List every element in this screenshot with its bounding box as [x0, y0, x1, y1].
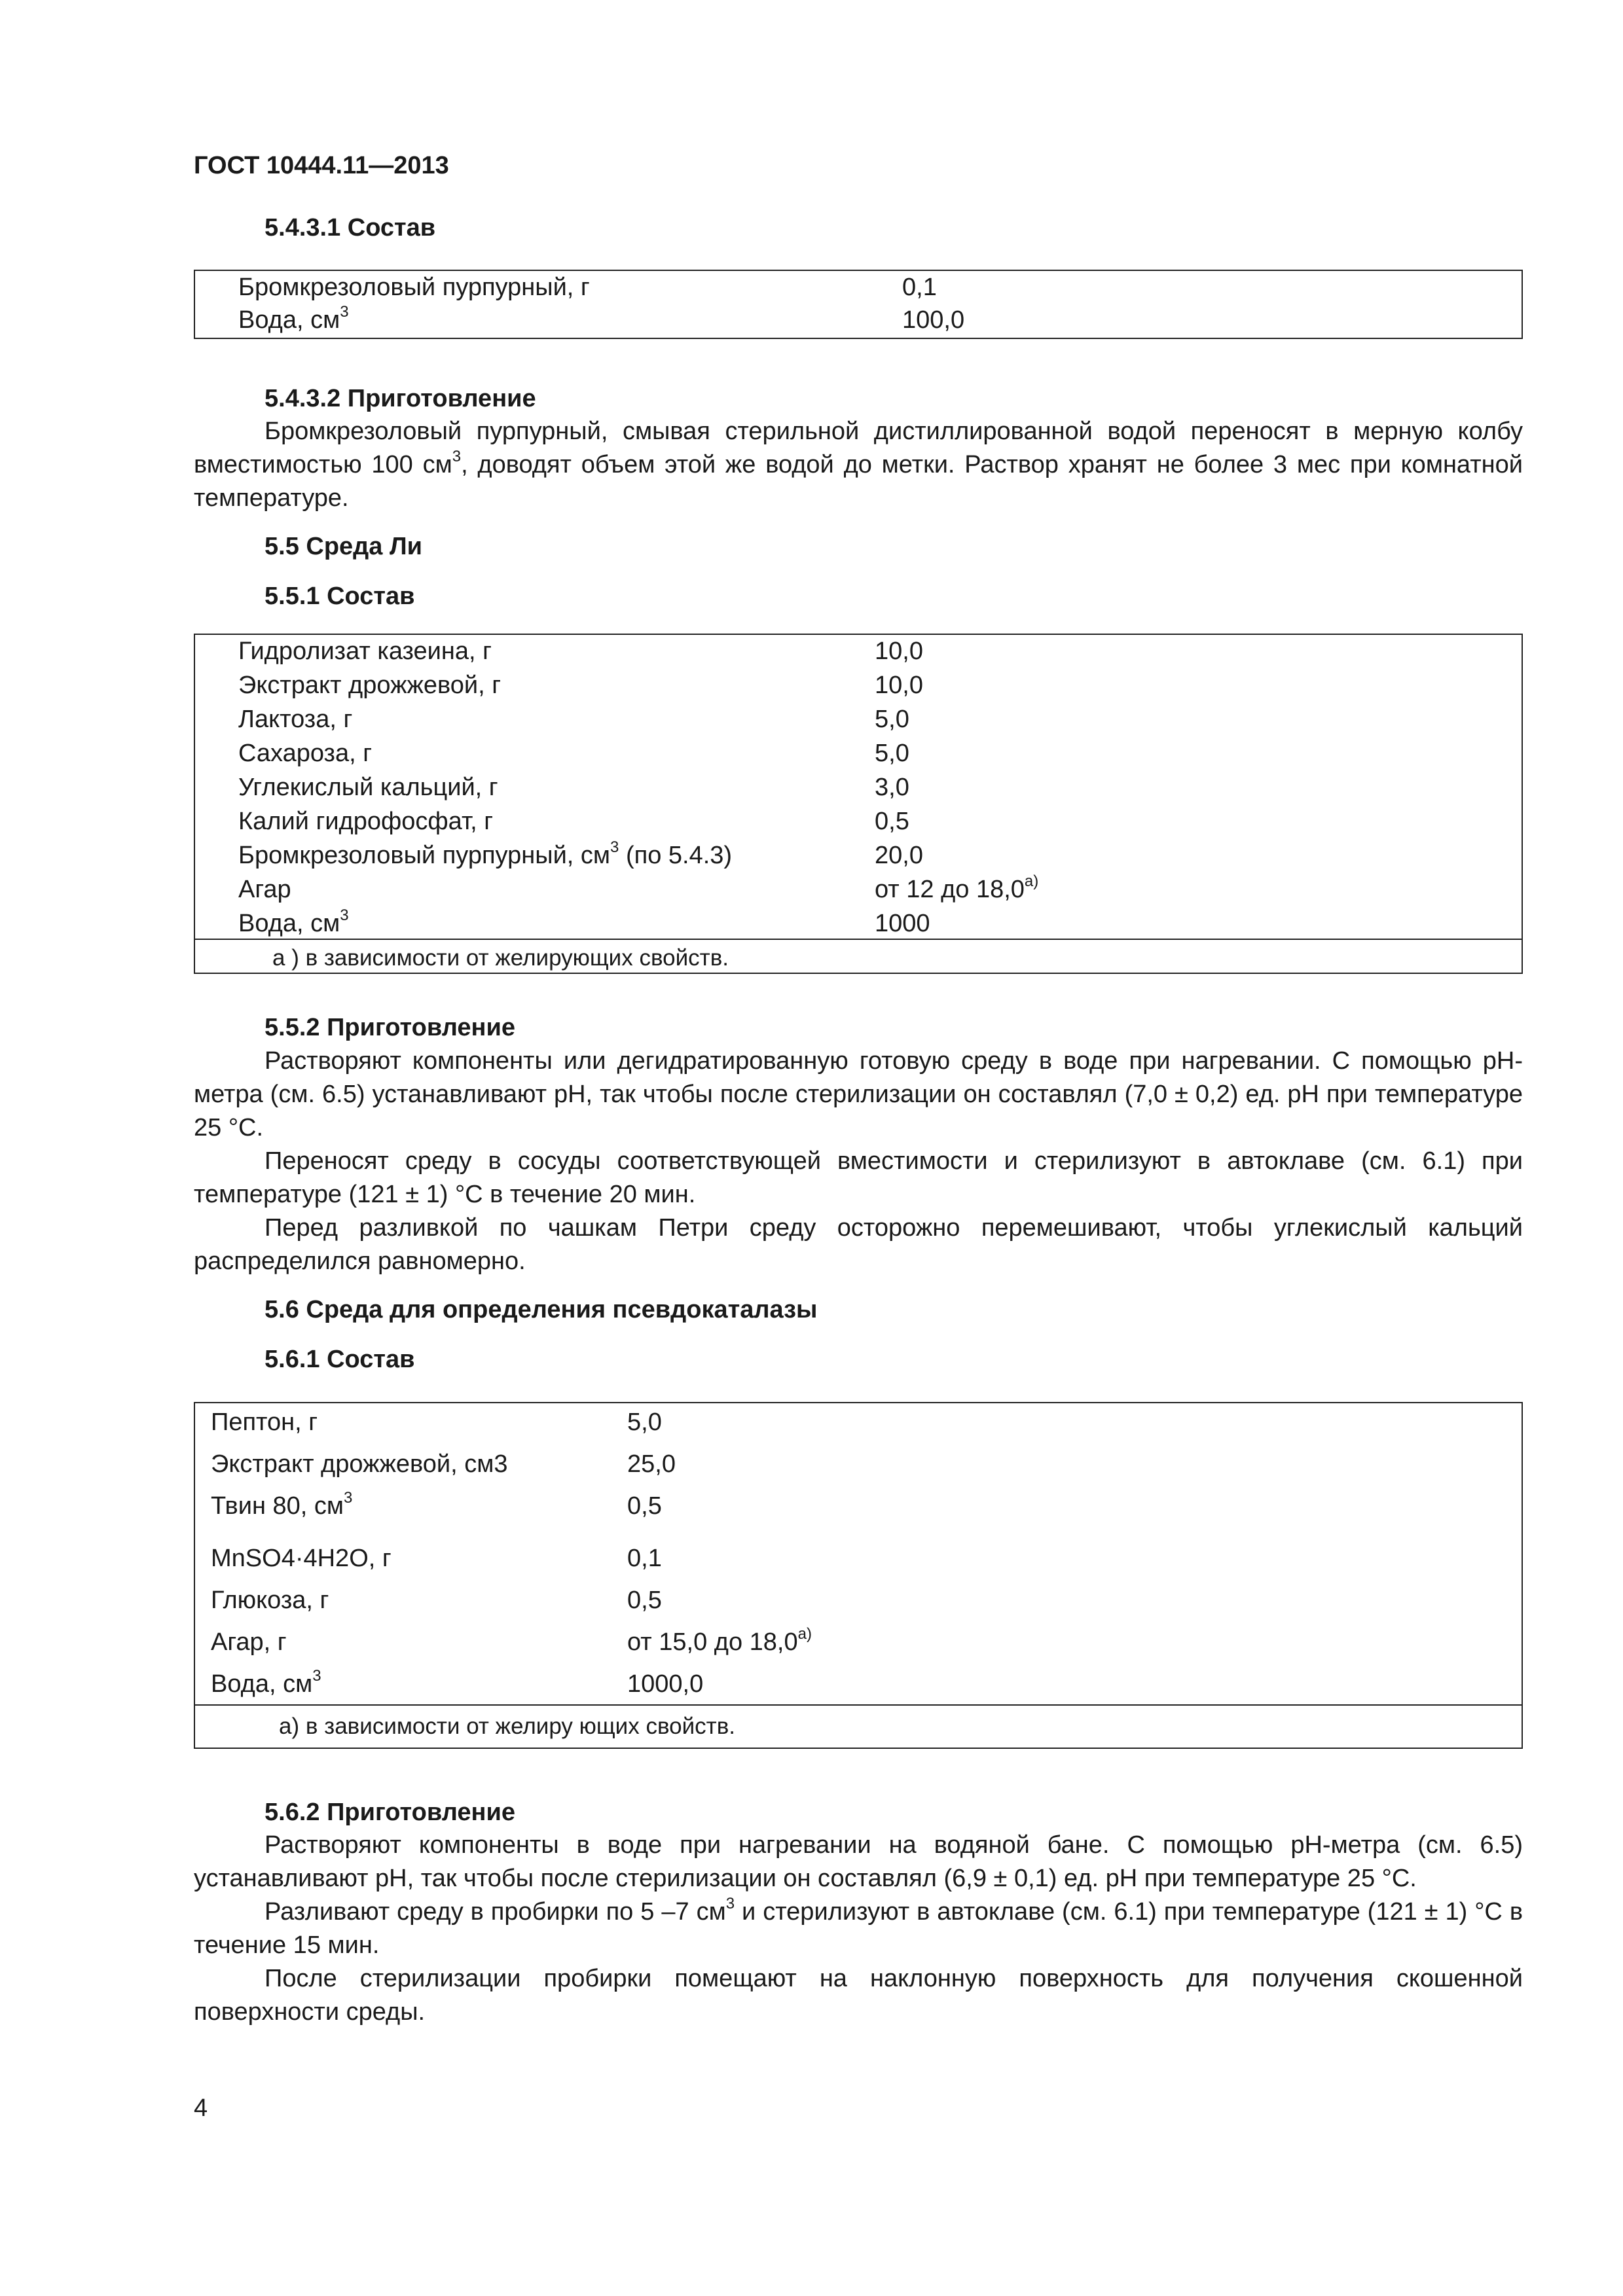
- ingredient-name: Агар: [238, 876, 291, 903]
- table-row: [195, 805, 1522, 839]
- ingredient-name: Глюкоза, г: [211, 1587, 329, 1614]
- ingredient-name: Экстракт дрожжевой, см3: [211, 1450, 508, 1478]
- table-row: [195, 771, 1522, 805]
- section-5-6-2-title: 5.6.2 Приготовление: [264, 1799, 515, 1826]
- table-row: [195, 737, 1522, 771]
- ingredient-amount: 5,0: [875, 706, 909, 733]
- table-row: [195, 1542, 1522, 1584]
- section-5-5-title: 5.5 Среда Ли: [264, 533, 423, 560]
- ingredient-amount: 5,0: [627, 1408, 662, 1436]
- ingredient-name: Сахароза, г: [238, 740, 373, 767]
- table-row: [195, 1668, 1522, 1704]
- composition-table-5-4-3-1: [194, 270, 1523, 339]
- section-5-6-2-text: [194, 1829, 1523, 2029]
- paragraph: Переносят среду в сосуды соответствующей вместимости и стерилизуют в автоклаве (см. 6.1) при температуре (121 ± 1) °С в течение 20 мин.: [194, 1147, 1523, 1208]
- ingredient-amount: 0,1: [902, 274, 937, 301]
- ingredient-amount: 0,5: [627, 1492, 662, 1520]
- ingredient-amount: 0,5: [627, 1587, 662, 1614]
- paragraph: Растворяют компоненты в воде при нагревании на водяной бане. С помощью pH-метра (см. 6.5) устанавливают pH, так чтобы после стерилизации он составлял (6,9 ± 0,1) ед. pH при температуре 25 °С.: [194, 1831, 1523, 1892]
- table-row: [195, 907, 1522, 939]
- ingredient-name: Вода, $см^3$: [238, 906, 349, 937]
- section-5-5-2-text: [194, 1045, 1523, 1278]
- table-row: [195, 1406, 1522, 1448]
- table-row: [195, 635, 1522, 669]
- table-row: [195, 1490, 1522, 1542]
- table-row: [195, 304, 1522, 338]
- ingredient-amount: 10,0: [875, 672, 923, 699]
- section-5-5-1-title: 5.5.1 Состав: [264, 583, 415, 610]
- ingredient-name: Калий гидрофосфат, г: [238, 808, 494, 835]
- ingredient-name: Экстракт дрожжевой, г: [238, 672, 501, 699]
- table-row: [195, 271, 1522, 304]
- section-5-4-3-1-title: 5.4.3.1 Состав: [264, 214, 436, 242]
- ingredient-amount: 10,0: [875, 637, 923, 665]
- paragraph: После стерилизации пробирки помещают на наклонную поверхность для получения скошенной поверхности среды.: [194, 1965, 1523, 2026]
- ingredient-name: Агар, г: [211, 1628, 287, 1656]
- table-footnote: а ) в зависимости от желирующих свойств.: [195, 939, 1522, 973]
- table-row: [195, 1584, 1522, 1626]
- ingredient-name: Вода, $см^3$: [211, 1667, 321, 1698]
- ingredient-name: Бромкрезоловый пурпурный, г: [238, 274, 590, 301]
- ingredient-name: Углекислый кальций, г: [238, 774, 498, 801]
- paragraph: Бромкрезоловый пурпурный, смывая стерильной дистиллированной водой переносят в мерную колбу вместимостью 100 $см^3$, доводят объем этой же водой до метки. Раствор хранят не более 3 мес при комнатной температуре.: [194, 418, 1523, 512]
- ingredient-amount: 0,5: [875, 808, 909, 835]
- ingredient-amount: 1000,0: [627, 1670, 704, 1698]
- ingredient-name: Лактоза, г: [238, 706, 353, 733]
- document-code: ГОСТ 10444.11—2013: [194, 152, 449, 179]
- ingredient-amount: 25,0: [627, 1450, 676, 1478]
- ingredient-amount: от 15,0 до $18,0^{а)}$: [627, 1625, 812, 1656]
- section-5-6-1-title: 5.6.1 Состав: [264, 1346, 415, 1373]
- composition-table-5-5-1: [194, 634, 1523, 974]
- page-number: 4: [194, 2094, 208, 2122]
- table-row: [195, 1626, 1522, 1668]
- ingredient-amount: 100,0: [902, 306, 965, 334]
- table-footnote: а) в зависимости от желиру ющих свойств.: [195, 1704, 1522, 1748]
- section-5-5-2-title: 5.5.2 Приготовление: [264, 1014, 515, 1041]
- ingredient-amount: от 12 до $18,0^{а)}$: [875, 872, 1039, 903]
- table-row: [195, 839, 1522, 873]
- section-5-6-title: 5.6 Среда для определения псевдокаталазы: [264, 1296, 818, 1323]
- section-5-4-3-2-title: 5.4.3.2 Приготовление: [264, 385, 536, 412]
- section-5-4-3-2-text: [194, 415, 1523, 515]
- ingredient-name: Пептон, г: [211, 1408, 318, 1436]
- ingredient-amount: 5,0: [875, 740, 909, 767]
- ingredient-amount: 1000: [875, 910, 930, 937]
- table-row: [195, 669, 1522, 703]
- paragraph: Разливают среду в пробирки по 5 –7 $см^3$ и стерилизуют в автоклаве (см. 6.1) при температуре (121 ± 1) °С в течение 15 мин.: [194, 1895, 1523, 1959]
- ingredient-amount: 3,0: [875, 774, 909, 801]
- ingredient-name: MnSO4·4H2O, г: [211, 1545, 392, 1572]
- table-row: [195, 873, 1522, 907]
- paragraph: Перед разливкой по чашкам Петри среду осторожно перемешивают, чтобы углекислый кальций распределился равномерно.: [194, 1214, 1523, 1275]
- paragraph: Растворяют компоненты или дегидратированную готовую среду в воде при нагревании. С помощью pH-метра (см. 6.5) устанавливают pH, так чтобы после стерилизации он составлял (7,0 ± 0,2) ед. pH при температуре 25 °С.: [194, 1047, 1523, 1141]
- ingredient-name: Гидролизат казеина, г: [238, 637, 492, 665]
- table-row: [195, 703, 1522, 737]
- table-row: [195, 1448, 1522, 1490]
- ingredient-name: Твин 80, $см^3$: [211, 1489, 353, 1520]
- composition-table-5-6-1: [194, 1402, 1523, 1749]
- ingredient-amount: 20,0: [875, 842, 923, 869]
- ingredient-name: Бромкрезоловый пурпурный, $см^3$ (по 5.4.3): [238, 838, 733, 869]
- ingredient-amount: 0,1: [627, 1545, 662, 1572]
- ingredient-name: Вода, $см^3$: [238, 303, 349, 334]
